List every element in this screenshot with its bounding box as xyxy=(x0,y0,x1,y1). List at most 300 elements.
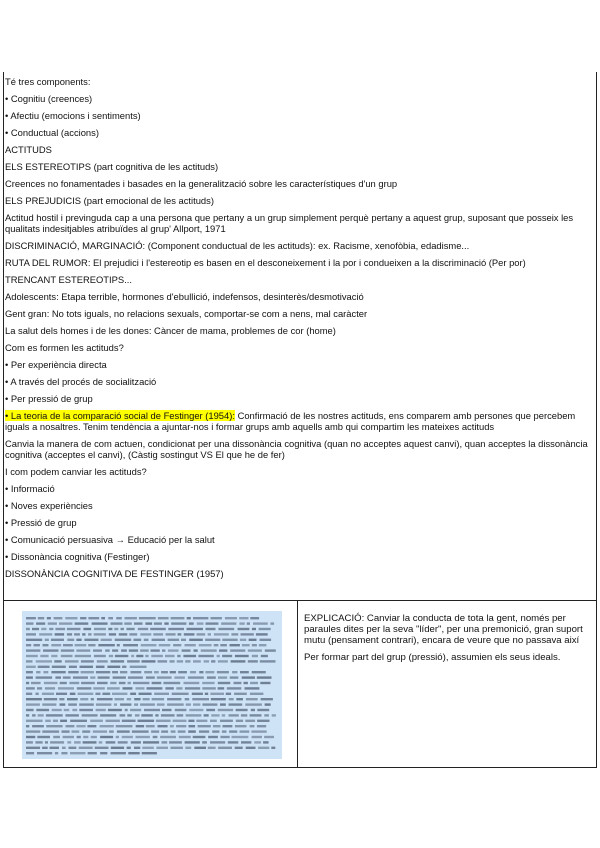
scan-word-mark xyxy=(184,633,195,635)
scan-word-mark xyxy=(154,671,159,673)
scan-word-mark xyxy=(125,617,137,619)
scan-word-mark xyxy=(136,736,150,738)
scan-word-mark xyxy=(158,660,168,662)
scan-word-mark xyxy=(77,687,92,689)
scan-word-mark xyxy=(208,747,216,749)
scan-word-mark xyxy=(26,633,36,635)
scan-word-mark xyxy=(133,682,149,684)
scan-word-mark xyxy=(130,709,141,711)
scan-word-mark xyxy=(119,682,126,684)
scan-word-mark xyxy=(161,714,175,716)
scan-word-mark xyxy=(210,693,224,695)
scan-word-mark xyxy=(32,725,44,727)
scan-word-mark xyxy=(119,633,128,635)
scan-word-mark xyxy=(101,639,112,641)
scan-word-mark xyxy=(117,730,130,732)
scan-word-mark xyxy=(122,736,133,738)
scan-word-mark xyxy=(26,660,33,662)
scan-word-mark xyxy=(67,698,78,700)
scan-word-mark xyxy=(93,649,102,651)
scan-word-mark xyxy=(222,639,237,641)
scan-word-mark xyxy=(235,725,247,727)
scan-word-mark xyxy=(161,671,168,673)
scan-word-mark xyxy=(32,628,39,630)
scan-word-mark xyxy=(131,741,141,743)
scan-word-mark xyxy=(171,622,186,624)
scan-word-mark xyxy=(236,720,243,722)
scan-word-mark xyxy=(198,655,213,657)
scan-word-mark xyxy=(164,622,168,624)
scan-word-mark xyxy=(95,693,100,695)
scan-word-mark xyxy=(128,752,139,754)
scan-word-mark xyxy=(88,617,99,619)
scan-word-mark xyxy=(152,639,165,641)
scan-word-mark xyxy=(78,693,94,695)
scan-word-mark xyxy=(115,698,125,700)
scan-word-mark xyxy=(65,660,79,662)
heading-com-es-formen: Com es formen les actituds? xyxy=(5,342,124,353)
scan-word-mark xyxy=(181,639,186,641)
scan-word-mark xyxy=(173,720,187,722)
scan-word-mark xyxy=(218,660,228,662)
scan-word-mark xyxy=(193,660,201,662)
scan-word-mark xyxy=(100,736,113,738)
scan-word-mark xyxy=(63,676,71,678)
scan-word-mark xyxy=(220,644,227,646)
scan-word-mark xyxy=(74,633,80,635)
scan-word-mark xyxy=(26,655,38,657)
scan-word-mark xyxy=(139,693,152,695)
scan-word-mark xyxy=(158,617,169,619)
scan-word-mark xyxy=(109,655,113,657)
scan-word-mark xyxy=(74,741,81,743)
scan-word-mark xyxy=(63,736,74,738)
scan-word-mark xyxy=(136,725,144,727)
scan-word-mark xyxy=(214,633,229,635)
scan-word-mark xyxy=(26,676,33,678)
scan-word-mark xyxy=(96,666,105,668)
scan-word-mark xyxy=(26,730,40,732)
bullet-informacio: • Informació xyxy=(5,483,55,494)
scan-word-mark xyxy=(93,687,105,689)
scan-word-mark xyxy=(264,714,269,716)
dissonance-table xyxy=(4,600,596,767)
scan-word-mark xyxy=(151,649,160,651)
scan-word-mark xyxy=(79,709,93,711)
scan-word-mark xyxy=(165,687,173,689)
scan-word-mark xyxy=(217,655,220,657)
line-festinger-theory xyxy=(5,410,595,438)
scan-word-mark xyxy=(120,703,131,705)
scan-word-mark xyxy=(63,644,73,646)
scan-word-mark xyxy=(32,714,36,716)
heading-actituds: ACTITUDS xyxy=(5,144,52,155)
scan-word-mark xyxy=(165,655,175,657)
scan-word-mark xyxy=(252,644,257,646)
scan-word-mark xyxy=(75,622,89,624)
scan-word-mark xyxy=(231,633,238,635)
scan-word-mark xyxy=(145,655,148,657)
scan-word-mark xyxy=(151,655,163,657)
scan-word-mark xyxy=(211,617,222,619)
scan-word-mark xyxy=(108,628,112,630)
scan-word-mark xyxy=(171,730,176,732)
scan-word-mark xyxy=(76,639,81,641)
scan-word-mark xyxy=(61,752,67,754)
scan-word-mark xyxy=(261,655,268,657)
scan-word-mark xyxy=(264,736,274,738)
bullet-pressio: • Per pressió de grup xyxy=(5,393,93,404)
scan-word-mark xyxy=(50,741,64,743)
scan-word-mark xyxy=(100,714,116,716)
scan-word-mark xyxy=(83,628,91,630)
scan-word-mark xyxy=(38,714,44,716)
scan-word-mark xyxy=(171,617,185,619)
scan-word-mark xyxy=(202,682,214,684)
scan-word-mark xyxy=(254,741,261,743)
scan-word-mark xyxy=(146,676,155,678)
scan-word-mark xyxy=(207,676,216,678)
scan-word-mark xyxy=(95,747,109,749)
scan-word-mark xyxy=(199,644,212,646)
scan-word-mark xyxy=(117,644,120,646)
scan-word-mark xyxy=(46,725,62,727)
scan-word-mark xyxy=(232,736,249,738)
scan-word-mark xyxy=(81,671,94,673)
scan-word-mark xyxy=(250,714,262,716)
scan-word-mark xyxy=(219,649,227,651)
scan-word-mark xyxy=(81,660,94,662)
scan-word-mark xyxy=(36,671,40,673)
scan-word-mark xyxy=(72,730,80,732)
scan-word-mark xyxy=(144,671,152,673)
scan-word-mark xyxy=(247,622,250,624)
scan-word-mark xyxy=(100,752,107,754)
scan-word-mark xyxy=(178,633,182,635)
bullet-noves-experiencies: • Noves experiències xyxy=(5,500,93,511)
scan-word-mark xyxy=(169,741,182,743)
scan-word-mark xyxy=(34,644,40,646)
scan-word-mark xyxy=(230,649,245,651)
scan-word-mark xyxy=(171,747,183,749)
scan-word-mark xyxy=(26,617,36,619)
scan-word-mark xyxy=(87,725,96,727)
scan-word-mark xyxy=(163,682,180,684)
scan-word-mark xyxy=(38,666,50,668)
scan-word-mark xyxy=(70,752,86,754)
scan-word-mark xyxy=(94,628,106,630)
scan-word-mark xyxy=(175,709,187,711)
scan-word-mark xyxy=(121,628,124,630)
scan-word-mark xyxy=(80,617,86,619)
scan-word-mark xyxy=(26,628,30,630)
scan-word-mark xyxy=(265,649,276,651)
scan-word-mark xyxy=(97,698,113,700)
scan-word-mark xyxy=(26,736,35,738)
scan-word-mark xyxy=(211,698,226,700)
scanned-text-image xyxy=(22,611,282,759)
scan-word-mark xyxy=(161,730,168,732)
scan-word-mark xyxy=(238,628,250,630)
scan-word-mark xyxy=(194,649,198,651)
scan-word-mark xyxy=(151,730,159,732)
scan-word-mark xyxy=(51,655,57,657)
scan-word-mark xyxy=(202,741,207,743)
scan-word-mark xyxy=(188,720,194,722)
scan-word-mark xyxy=(185,747,191,749)
scan-word-mark xyxy=(197,622,204,624)
scan-word-mark xyxy=(77,736,81,738)
scan-word-mark xyxy=(43,671,48,673)
scan-word-mark xyxy=(45,639,49,641)
scan-word-mark xyxy=(88,752,97,754)
scan-word-mark xyxy=(111,747,124,749)
scan-word-mark xyxy=(143,741,159,743)
scan-word-mark xyxy=(102,693,110,695)
scan-word-mark xyxy=(42,730,59,732)
scan-word-mark xyxy=(159,644,171,646)
line-discriminacio: DISCRIMINACIÓ, MARGINACIÓ: (Component conductual de les actituds): ex. Racisme, xenofòbia, edadisme... xyxy=(5,240,470,251)
scan-word-mark xyxy=(202,703,217,705)
scan-word-mark xyxy=(61,649,74,651)
scan-word-mark xyxy=(110,682,116,684)
scan-word-mark xyxy=(65,617,77,619)
heading-com-canviar: I com podem canviar les actituds? xyxy=(5,466,147,477)
scan-word-mark xyxy=(60,703,66,705)
scan-word-mark xyxy=(225,617,237,619)
scan-word-mark xyxy=(239,617,248,619)
scan-word-mark xyxy=(162,649,165,651)
scan-word-mark xyxy=(47,617,51,619)
scan-word-mark xyxy=(143,698,150,700)
scan-word-mark xyxy=(235,655,249,657)
scan-word-mark xyxy=(167,698,181,700)
scan-word-mark xyxy=(229,698,234,700)
scan-word-mark xyxy=(234,693,247,695)
scan-word-mark xyxy=(186,703,191,705)
scan-word-mark xyxy=(88,644,95,646)
scan-word-mark xyxy=(26,693,32,695)
scan-word-mark xyxy=(41,628,46,630)
scan-word-mark xyxy=(240,639,246,641)
scan-word-mark xyxy=(139,617,156,619)
scan-word-mark xyxy=(158,725,168,727)
scan-word-mark xyxy=(134,747,140,749)
scan-word-mark xyxy=(91,736,97,738)
scan-word-mark xyxy=(220,720,233,722)
scan-word-mark xyxy=(193,736,206,738)
scan-word-mark xyxy=(182,649,191,651)
scan-word-mark xyxy=(113,676,126,678)
scan-word-mark xyxy=(109,633,116,635)
scan-word-mark xyxy=(118,741,128,743)
scan-word-mark xyxy=(88,633,92,635)
scan-word-mark xyxy=(60,720,67,722)
scan-word-mark xyxy=(82,730,90,732)
scan-word-mark xyxy=(170,671,176,673)
scan-word-mark xyxy=(116,736,119,738)
scan-word-mark xyxy=(116,617,122,619)
scan-word-mark xyxy=(190,671,196,673)
scan-word-mark xyxy=(108,709,122,711)
scan-word-mark xyxy=(192,693,203,695)
scan-word-mark xyxy=(122,720,136,722)
scan-word-mark xyxy=(156,720,171,722)
scan-word-mark xyxy=(248,649,262,651)
scan-word-mark xyxy=(185,687,200,689)
scan-word-mark xyxy=(129,633,137,635)
scan-word-mark xyxy=(120,714,126,716)
scan-word-mark xyxy=(150,628,166,630)
festinger-text: Confirmació de les nostres actituds, ens comparem amb persones que percebem iguals a nosaltres. Tenim tendència a ajuntar-nos i formar grups amb aquells amb qui compartim les mateixes actituds xyxy=(5,410,576,432)
scan-word-mark xyxy=(177,660,183,662)
scan-word-mark xyxy=(138,720,155,722)
line-gent-gran: Gent gran: No tots iguals, no relacions sexuals, comportar-se com a nens, mal caràcter xyxy=(5,308,368,319)
scan-word-mark xyxy=(101,617,105,619)
scan-word-mark xyxy=(186,714,202,716)
scan-word-mark xyxy=(115,639,132,641)
scan-word-mark xyxy=(155,714,158,716)
scan-word-mark xyxy=(185,698,190,700)
scan-word-mark xyxy=(79,747,93,749)
scan-word-mark xyxy=(100,725,114,727)
scan-word-mark xyxy=(205,693,208,695)
scan-word-mark xyxy=(59,698,64,700)
scan-word-mark xyxy=(67,633,72,635)
scan-word-mark xyxy=(128,682,131,684)
scan-word-mark xyxy=(142,747,154,749)
scan-word-mark xyxy=(197,633,206,635)
scan-word-mark xyxy=(220,703,226,705)
scan-word-mark xyxy=(107,666,120,668)
scan-word-mark xyxy=(189,709,203,711)
scan-word-mark xyxy=(235,747,243,749)
scan-word-mark xyxy=(136,655,143,657)
scan-word-mark xyxy=(75,655,91,657)
scan-word-mark xyxy=(208,633,211,635)
scan-word-mark xyxy=(94,633,106,635)
scan-word-mark xyxy=(45,720,51,722)
scan-word-mark xyxy=(211,660,215,662)
notes-body xyxy=(5,76,595,585)
scan-word-mark xyxy=(252,628,256,630)
scan-word-mark xyxy=(251,709,255,711)
scan-word-mark xyxy=(145,622,152,624)
scan-word-mark xyxy=(236,709,248,711)
scan-word-mark xyxy=(258,747,269,749)
scan-word-mark xyxy=(26,698,42,700)
scan-word-mark xyxy=(246,698,258,700)
scan-word-mark xyxy=(250,693,264,695)
scan-word-mark xyxy=(144,639,149,641)
scan-word-mark xyxy=(90,676,95,678)
scan-word-mark xyxy=(250,725,255,727)
scan-word-mark xyxy=(240,671,249,673)
scan-word-mark xyxy=(120,671,127,673)
scan-word-mark xyxy=(157,703,165,705)
scan-word-mark xyxy=(201,649,217,651)
scan-word-mark xyxy=(83,741,97,743)
scan-word-mark xyxy=(136,687,145,689)
scan-word-mark xyxy=(67,639,74,641)
scan-word-mark xyxy=(127,660,140,662)
bullet-experiencia: • Per experiència directa xyxy=(5,359,107,370)
scan-word-mark xyxy=(36,693,39,695)
line-creences: Creences no fonamentades i basades en la generalització sobre les característiques d'un grup xyxy=(5,178,398,189)
scan-word-mark xyxy=(55,633,65,635)
scan-word-mark xyxy=(251,730,266,732)
scan-word-mark xyxy=(140,633,151,635)
scan-word-mark xyxy=(242,644,250,646)
scan-word-mark xyxy=(246,747,256,749)
scan-word-mark xyxy=(239,622,244,624)
heading-trencant: TRENCANT ESTEREOTIPS... xyxy=(5,274,132,285)
scan-word-mark xyxy=(112,671,118,673)
scan-word-mark xyxy=(37,752,52,754)
scan-word-mark xyxy=(26,714,29,716)
scan-word-mark xyxy=(105,649,110,651)
scan-word-mark xyxy=(111,660,125,662)
scan-word-mark xyxy=(127,698,132,700)
scan-word-mark xyxy=(168,649,179,651)
scan-word-mark xyxy=(241,633,254,635)
scan-word-mark xyxy=(40,655,48,657)
scan-word-mark xyxy=(250,617,259,619)
scan-word-mark xyxy=(232,671,237,673)
scan-word-mark xyxy=(123,644,138,646)
scan-word-mark xyxy=(189,639,203,641)
line-adolescents: Adolescents: Etapa terrible, hormones d'ebullició, indefensos, desinterès/desmotivació xyxy=(5,291,364,302)
line-salut: La salut dels homes i de les dones: Càncer de mama, problemes de cor (home) xyxy=(5,325,336,336)
scan-word-mark xyxy=(69,747,77,749)
scan-word-mark xyxy=(240,730,250,732)
scan-word-mark xyxy=(26,622,34,624)
scan-word-mark xyxy=(84,639,98,641)
scan-word-mark xyxy=(252,736,263,738)
scan-word-mark xyxy=(188,730,196,732)
scan-word-mark xyxy=(126,628,134,630)
scan-word-mark xyxy=(80,698,88,700)
scan-word-mark xyxy=(67,628,81,630)
scan-word-mark xyxy=(260,682,270,684)
scan-word-mark xyxy=(170,660,175,662)
scan-word-mark xyxy=(184,682,200,684)
scan-word-mark xyxy=(26,703,40,705)
scan-word-mark xyxy=(36,676,53,678)
scan-word-mark xyxy=(218,747,232,749)
scan-word-mark xyxy=(142,660,156,662)
scan-word-mark xyxy=(131,671,142,673)
scan-word-mark xyxy=(98,644,115,646)
scan-word-mark xyxy=(135,714,140,716)
line-actitud-hostil: Actitud hostil i previnguda cap a una persona que pertany a un grup simplement perquè pertany a aquest grup, suposant que posseix les qualitats indesitjables atribuïdes al grup' Allport, 1971 xyxy=(5,212,574,234)
scan-word-mark xyxy=(221,622,236,624)
scan-word-mark xyxy=(256,633,268,635)
scan-word-mark xyxy=(70,693,76,695)
scan-word-mark xyxy=(125,709,128,711)
scan-word-mark xyxy=(188,676,204,678)
scan-word-mark xyxy=(26,752,34,754)
scan-word-mark xyxy=(31,682,41,684)
scan-word-mark xyxy=(244,682,248,684)
scan-word-mark xyxy=(43,644,49,646)
scan-word-mark xyxy=(52,666,66,668)
scan-word-mark xyxy=(83,736,88,738)
scan-word-mark xyxy=(26,725,29,727)
scan-word-mark xyxy=(26,644,31,646)
scan-word-mark xyxy=(183,655,196,657)
scan-word-mark xyxy=(168,628,184,630)
